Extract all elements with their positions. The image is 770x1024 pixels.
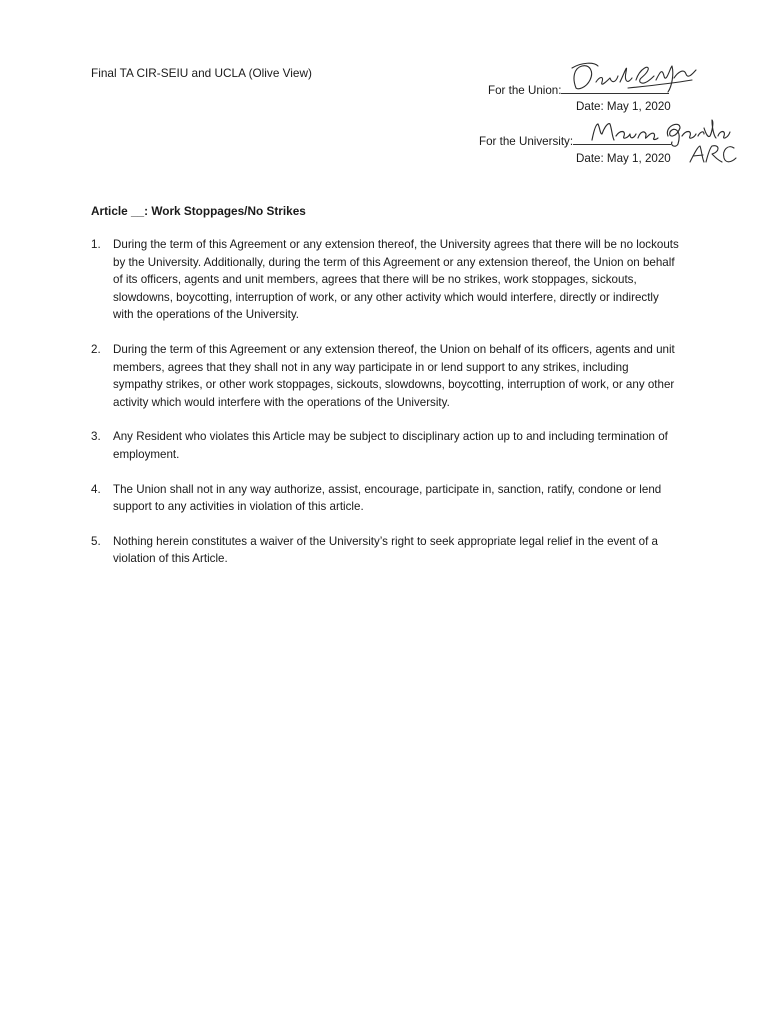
- clause-text: During the term of this Agreement or any extension thereof, the Union on behalf of its officers, agents and unit members, agrees that they shall not in any way participate in or lend support to any strikes, including sympathy strikes, or other work stoppages, sickouts, slowdowns, boycotting, interruption of work, or any other activity which would interfere with the operations of the University.: [113, 342, 675, 409]
- university-date: Date: May 1, 2020: [576, 152, 671, 165]
- clause-number: 3.: [91, 430, 101, 444]
- union-date: Date: May 1, 2020: [576, 100, 671, 113]
- university-signature-line: [573, 134, 671, 145]
- clause-item: [91, 533, 681, 568]
- document-title: Final TA CIR-SEIU and UCLA (Olive View): [91, 66, 312, 80]
- clause-number: 1.: [91, 238, 101, 251]
- university-signature-block: [479, 134, 671, 148]
- clause-item: [91, 341, 681, 411]
- clause-number: 5.: [91, 534, 101, 548]
- clause-text: Any Resident who violates this Article may be subject to disciplinary action up to and including termination of employment.: [113, 430, 668, 461]
- university-label: For the University:: [479, 135, 574, 148]
- clause-number: 4.: [91, 482, 101, 496]
- clause-item: [91, 428, 681, 463]
- clause-list: [91, 236, 681, 585]
- clause-text: During the term of this Agreement or any extension thereof, the University agrees that there will be no lockouts by the University. Additionally, during the term of this Agreement or any extension thereof, the Union on behalf of its officers, agents and unit members, agrees that there will be no strikes, work stoppages, sickouts, slowdowns, boycotting, interruption of work, or any other activity which would interfere, directly or indirectly with the operations of the University.: [113, 238, 679, 322]
- university-initials: [688, 142, 738, 166]
- clause-item: [91, 481, 681, 516]
- clause-text: The Union shall not in any way authorize, assist, encourage, participate in, sanction, ratify, condone or lend support to any activities in violation of this article.: [113, 482, 662, 514]
- union-label: For the Union:: [488, 84, 562, 97]
- union-signature-line: [561, 83, 669, 94]
- clause-item: [91, 236, 681, 324]
- union-signature-block: [488, 83, 669, 97]
- clause-number: 2.: [91, 342, 101, 356]
- clause-text: Nothing herein constitutes a waiver of the University’s right to seek appropriate legal relief in the event of a violation of this Article.: [113, 534, 658, 566]
- article-heading: Article __: Work Stoppages/No Strikes: [91, 204, 306, 218]
